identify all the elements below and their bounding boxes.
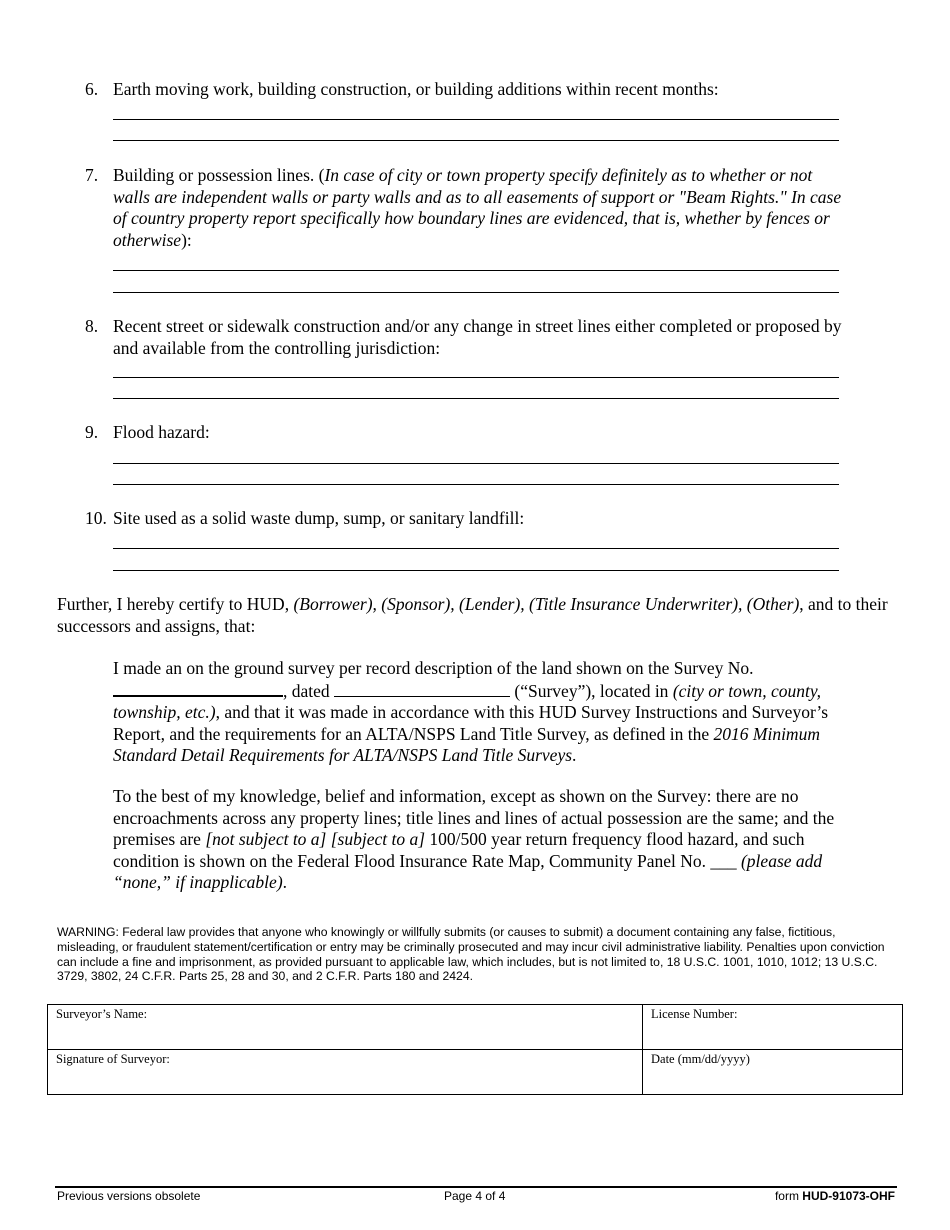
date-field[interactable]	[643, 1050, 903, 1095]
item-text: Site used as a solid waste dump, sump, or sanitary landfill:	[113, 508, 525, 528]
item-text: Earth moving work, building construction, or building additions within recent months:	[113, 79, 719, 99]
item-text: Recent street or sidewalk construction and/or any change in street lines either completed or proposed by and available from the controlling jurisdiction:	[113, 316, 842, 358]
surveyor-name-label: Surveyor’s Name:	[56, 1007, 148, 1021]
date-label: Date (mm/dd/yyyy)	[651, 1052, 750, 1066]
form-number: form HUD-91073-OHF	[774, 1189, 895, 1203]
item-text: Building or possession lines. (In case of city or town property specify definitely as to whether or not walls are independent walls or party walls and as to all easements of support or "Beam Rights." In case of country property report specifically how boundary lines are evidenced, that is, whether by fences or otherwise):	[113, 165, 842, 250]
answer-line[interactable]	[113, 548, 839, 549]
answer-line[interactable]	[113, 463, 839, 464]
item-number: 8.	[85, 316, 99, 336]
item-number: 10.	[85, 508, 107, 528]
license-number-label: License Number:	[651, 1007, 738, 1021]
surveyor-name-field[interactable]	[48, 1005, 643, 1050]
legal-warning: WARNING: Federal law provides that anyone who knowingly or willfully submits (or causes to submit) a document containing any false, fictitious, misleading, or fraudulent statement/certification or entry may be criminally prosecuted and may incur civil administrative liability. Penalties upon conviction can include a fine and imprisonment, as provided pursuant to applicable law, which includes, but is not limited to, 18 U.S.C. 1001, 1010, 1012; 13 U.S.C. 3729, 3802, 24 C.F.R. Parts 25, 28 and 30, and 2 C.F.R. Parts 180 and 2424.	[57, 925, 885, 984]
answer-line[interactable]	[113, 570, 839, 571]
survey-paragraph: I made an on the ground survey per record description of the land shown on the Survey No. , dated (“Survey”), located in (city or town, county, township, etc.), and that it was made in accordance with this HUD Survey Instructions and Surveyor’s Report, and the requirements for an ALTA/NSPS Land Title Survey, as defined in the 2016 Minimum Standard Detail Requirements for ALTA/NSPS Land Title Surveys.	[113, 658, 829, 765]
item-text: Flood hazard:	[113, 422, 210, 442]
footer-divider	[55, 1186, 897, 1188]
certification-statement: Further, I hereby certify to HUD, (Borrower), (Sponsor), (Lender), (Title Insurance Underwriter), (Other), and to their successors and assigns, that:	[57, 594, 888, 636]
item-number: 6.	[85, 79, 99, 99]
answer-line[interactable]	[113, 119, 839, 120]
surveyor-signature-table	[47, 1004, 903, 1095]
answer-line[interactable]	[113, 292, 839, 293]
answer-line[interactable]	[113, 398, 839, 399]
answer-line[interactable]	[113, 140, 839, 141]
survey-date-field[interactable]	[334, 681, 510, 697]
knowledge-paragraph: To the best of my knowledge, belief and information, except as shown on the Survey: there are no encroachments across any property lines; title lines and lines of actual possession are the same; and the premises are [not subject to a] [subject to a] 100/500 year return frequency flood hazard, and such condition is shown on the Federal Flood Insurance Rate Map, Community Panel No. ___ (please add “none,” if inapplicable).	[113, 786, 835, 892]
surveyor-signature-field[interactable]	[48, 1050, 643, 1095]
survey-number-field[interactable]	[113, 680, 283, 697]
page-number: Page 4 of 4	[444, 1189, 506, 1203]
item-number: 9.	[85, 422, 99, 442]
license-number-field[interactable]	[643, 1005, 903, 1050]
answer-line[interactable]	[113, 484, 839, 485]
footer-versions-note: Previous versions obsolete	[57, 1189, 201, 1203]
signature-label: Signature of Surveyor:	[56, 1052, 170, 1066]
answer-line[interactable]	[113, 377, 839, 378]
answer-line[interactable]	[113, 270, 839, 271]
panel-number-field[interactable]: ___	[710, 850, 737, 871]
item-number: 7.	[85, 165, 99, 185]
